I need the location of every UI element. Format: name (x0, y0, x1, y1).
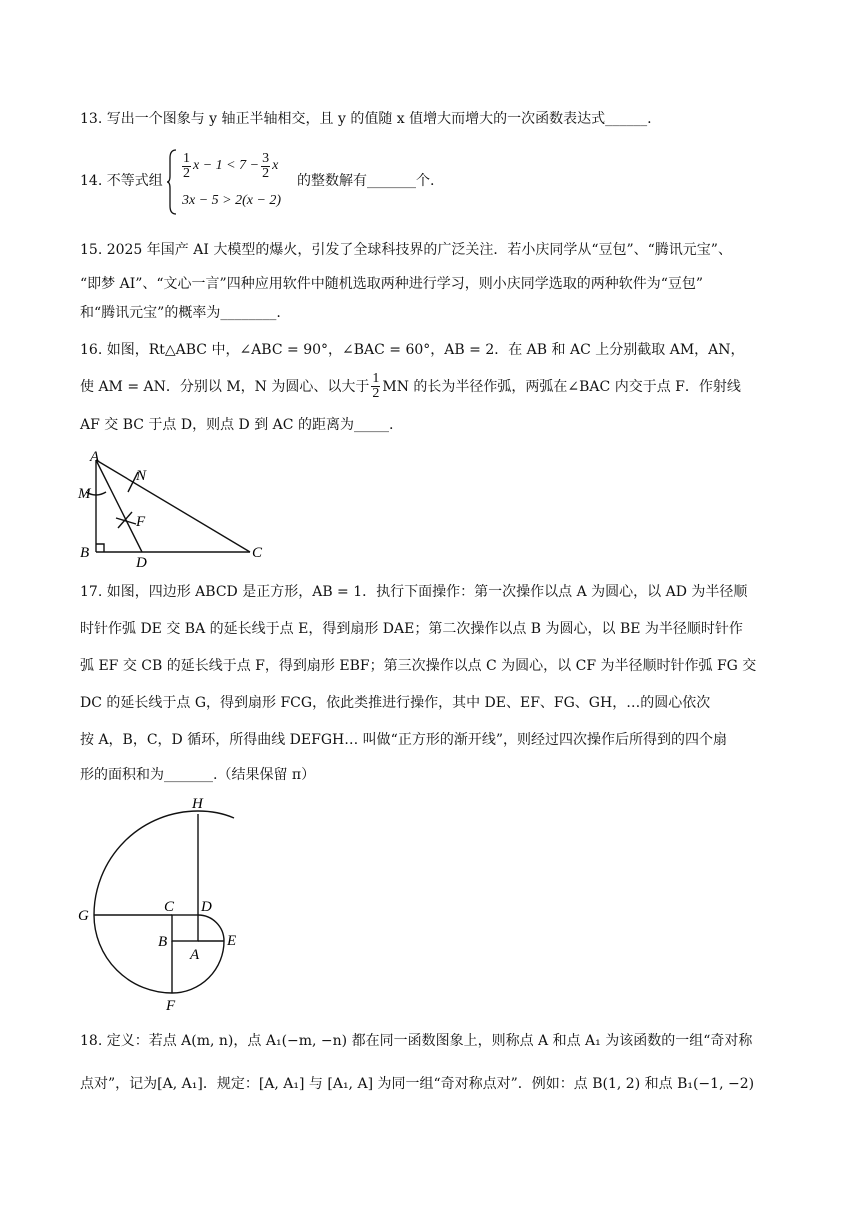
inequality-2: 3x − 5 > 2(x − 2) (182, 193, 282, 208)
label-m: M (78, 486, 91, 502)
arc-de (198, 915, 224, 941)
label-g: G (78, 908, 89, 924)
label-a: A (190, 947, 200, 963)
square-abcd (172, 915, 198, 941)
question-16-line-3: AF 交 BC 于点 D，则点 D 到 AC 的距离为_____. (80, 417, 394, 433)
label-e: E (227, 933, 237, 949)
question-17-line-6: 形的面积和为_______.（结果保留 π） (80, 767, 316, 783)
label-f: F (136, 514, 146, 530)
question-15-line-3: 和“腾讯元宝”的概率为________. (80, 305, 281, 321)
right-angle-mark (96, 544, 104, 552)
question-18-line-1: 18. 定义：若点 A(m, n)，点 A₁(−m, −n) 都在同一函数图象上，则称点 A 和点 A₁ 为该函数的一组“奇对称 (80, 1033, 753, 1049)
question-15-line-2: “即梦 AI”、“文心一言”四种应用软件中随机选取两种进行学习，则小庆同学选取的两种软件为“豆包” (80, 276, 704, 292)
system-brace (166, 148, 178, 216)
question-13-text: 13. 写出一个图象与 y 轴正半轴相交，且 y 的值随 x 值增大而增大的一次函数表达式______. (80, 111, 652, 127)
label-f: F (166, 998, 176, 1014)
label-b: B (80, 545, 90, 561)
label-a: A (90, 449, 100, 465)
question-17-line-2: 时针作弧 DE 交 BA 的延长线于点 E，得到扇形 DAE；第二次操作以点 B 为圆心，以 BE 为半径顺时针作 (80, 621, 743, 637)
label-d: D (136, 555, 147, 570)
question-17-line-5: 按 A，B，C，D 循环，所得曲线 DEFGH… 叫做“正方形的渐开线”，则经过四次操作后所得到的四个扇 (80, 732, 727, 748)
question-15-line-1: 15. 2025 年国产 AI 大模型的爆火，引发了全球科技界的广泛关注．若小庆同学从“豆包”、“腾讯元宝”、 (80, 242, 732, 258)
label-n: N (136, 468, 147, 484)
triangle-figure (74, 446, 274, 570)
label-c: C (252, 545, 263, 561)
label-c: C (164, 899, 175, 915)
question-17-line-1: 17. 如图，四边形 ABCD 是正方形，AB = 1．执行下面操作：第一次操作以点 A 为圆心，以 AD 为半径顺 (80, 584, 748, 600)
involute-figure (76, 792, 246, 1018)
question-14-prefix: 14. 不等式组 (80, 173, 163, 189)
question-16-line-1: 16. 如图，Rt△ABC 中，∠ABC = 90°，∠BAC = 60°，AB = 2．在 AB 和 AC 上分别截取 AM，AN， (80, 342, 745, 358)
question-17-line-3: 弧 EF 交 CB 的延长线于点 F，得到扇形 EBF；第三次操作以点 C 为圆心，以 CF 为半径顺时针作弧 FG 交 (80, 658, 757, 674)
question-18-line-2: 点对”，记为[A, A₁]．规定：[A, A₁] 与 [A₁, A] 为同一组“奇对称点对”．例如：点 B(1, 2) 和点 B₁(−1, −2) (80, 1076, 755, 1092)
label-d: D (201, 899, 212, 915)
arc-f-2 (118, 512, 132, 528)
inequality-1: $\frac{1}{2}$ x − 1 < 7 − $\frac{3}{2}$ x (183, 150, 279, 181)
question-14-suffix: 的整数解有_______个. (297, 173, 435, 189)
fraction-half: $\frac{1}{2}$ (183, 150, 190, 181)
arc-fg (94, 915, 172, 993)
label-h: H (192, 796, 203, 812)
label-b: B (158, 934, 168, 950)
question-16-line-2: 使 AM = AN．分别以 M，N 为圆心、以大于 $\frac{1}{2}$ MN 的长为半径作弧，两弧在∠BAC 内交于点 F．作射线 (80, 370, 741, 401)
question-17-line-4: DC 的延长线于点 G，得到扇形 FCG，依此类推进行操作，其中 DE、EF、FG、GH，…的圆心依次 (80, 695, 711, 711)
fraction-three-halves: $\frac{3}{2}$ (262, 150, 270, 181)
question-13 (80, 108, 785, 130)
fraction-half-mn: $\frac{1}{2}$ (372, 370, 380, 401)
